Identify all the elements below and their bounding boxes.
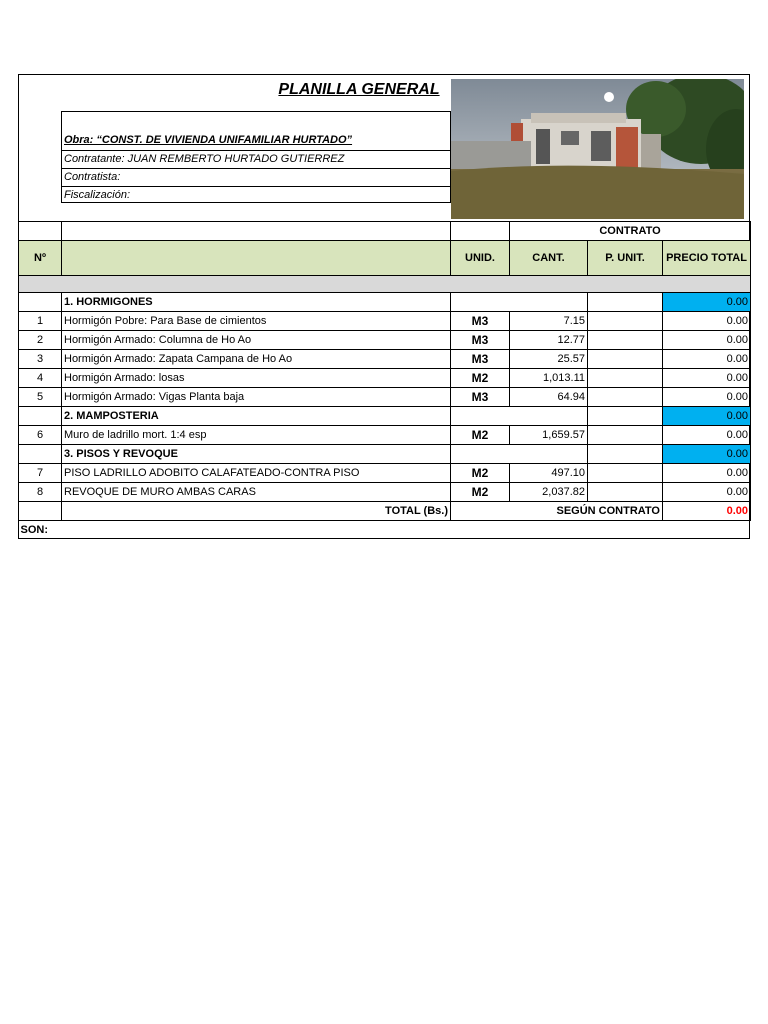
item-number: 1 bbox=[19, 312, 62, 331]
item-quantity: 25.57 bbox=[510, 350, 588, 369]
item-quantity: 497.10 bbox=[510, 464, 588, 483]
item-unit-price bbox=[588, 426, 663, 445]
item-number: 3 bbox=[19, 350, 62, 369]
grand-total: 0.00 bbox=[663, 502, 751, 521]
item-number: 4 bbox=[19, 369, 62, 388]
item-unit-price bbox=[588, 312, 663, 331]
item-quantity: 12.77 bbox=[510, 331, 588, 350]
item-total: 0.00 bbox=[663, 331, 751, 350]
item-description: Hormigón Pobre: Para Base de cimientos bbox=[62, 312, 451, 331]
item-quantity: 2,037.82 bbox=[510, 483, 588, 502]
item-unit-price bbox=[588, 483, 663, 502]
contratante-label: Contratante: JUAN REMBERTO HURTADO GUTIERREZ bbox=[62, 150, 450, 168]
table-row bbox=[19, 369, 751, 388]
item-unit: M2 bbox=[451, 464, 510, 483]
item-number: 2 bbox=[19, 331, 62, 350]
item-unit-price bbox=[588, 388, 663, 407]
item-total: 0.00 bbox=[663, 426, 751, 445]
item-description: PISO LADRILLO ADOBITO CALAFATEADO-CONTRA PISO bbox=[62, 464, 451, 483]
item-number: 8 bbox=[19, 483, 62, 502]
item-number: 7 bbox=[19, 464, 62, 483]
item-unit: M3 bbox=[451, 350, 510, 369]
blank-cell bbox=[451, 222, 510, 241]
total-row bbox=[19, 502, 751, 521]
gray-band-row bbox=[19, 276, 751, 293]
budget-table bbox=[18, 221, 751, 539]
segun-contrato-label: SEGÚN CONTRATO bbox=[451, 502, 663, 521]
son-row bbox=[19, 521, 751, 540]
item-quantity: 1,013.11 bbox=[510, 369, 588, 388]
item-total: 0.00 bbox=[663, 464, 751, 483]
item-total: 0.00 bbox=[663, 312, 751, 331]
contrato-group-header: CONTRATO bbox=[510, 222, 751, 241]
item-unit-price bbox=[588, 464, 663, 483]
table-row bbox=[19, 312, 751, 331]
col-header-quantity: CANT. bbox=[510, 241, 588, 276]
table-row bbox=[19, 388, 751, 407]
section-title: 1. HORMIGONES bbox=[62, 293, 451, 312]
section-row bbox=[19, 293, 751, 312]
obra-label: Obra: “CONST. DE VIVIENDA UNIFAMILIAR HURTADO” bbox=[64, 134, 353, 146]
item-total: 0.00 bbox=[663, 350, 751, 369]
col-header-unit: UNID. bbox=[451, 241, 510, 276]
section-subtotal: 0.00 bbox=[663, 293, 751, 312]
son-label: SON: bbox=[19, 521, 751, 540]
table-row bbox=[19, 331, 751, 350]
section-subtotal: 0.00 bbox=[663, 407, 751, 426]
total-label: TOTAL (Bs.) bbox=[62, 502, 451, 521]
item-total: 0.00 bbox=[663, 388, 751, 407]
item-unit: M3 bbox=[451, 388, 510, 407]
item-description: Hormigón Armado: losas bbox=[62, 369, 451, 388]
section-row bbox=[19, 407, 751, 426]
section-title: 3. PISOS Y REVOQUE bbox=[62, 445, 451, 464]
col-header-description bbox=[62, 241, 451, 276]
fiscalizacion-label: Fiscalización: bbox=[62, 186, 450, 204]
page-title: PLANILLA GENERAL bbox=[278, 81, 440, 98]
construction-photo bbox=[451, 79, 744, 219]
item-description: REVOQUE DE MURO AMBAS CARAS bbox=[62, 483, 451, 502]
col-header-total-price: PRECIO TOTAL bbox=[663, 241, 751, 276]
item-number: 5 bbox=[19, 388, 62, 407]
section-subtotal: 0.00 bbox=[663, 445, 751, 464]
item-unit-price bbox=[588, 331, 663, 350]
item-unit: M3 bbox=[451, 331, 510, 350]
table-row bbox=[19, 350, 751, 369]
planilla-sheet bbox=[18, 74, 750, 539]
item-quantity: 64.94 bbox=[510, 388, 588, 407]
item-quantity: 1,659.57 bbox=[510, 426, 588, 445]
blank-cell bbox=[19, 222, 62, 241]
item-description: Hormigón Armado: Vigas Planta baja bbox=[62, 388, 451, 407]
item-unit: M2 bbox=[451, 426, 510, 445]
col-header-number: Nº bbox=[19, 241, 62, 276]
item-total: 0.00 bbox=[663, 483, 751, 502]
blank-cell bbox=[62, 222, 451, 241]
contratista-label: Contratista: bbox=[62, 168, 450, 186]
item-unit: M2 bbox=[451, 483, 510, 502]
project-info-box bbox=[61, 111, 451, 203]
item-total: 0.00 bbox=[663, 369, 751, 388]
item-description: Hormigón Armado: Zapata Campana de Ho Ao bbox=[62, 350, 451, 369]
item-unit: M3 bbox=[451, 312, 510, 331]
item-unit: M2 bbox=[451, 369, 510, 388]
item-description: Muro de ladrillo mort. 1:4 esp bbox=[62, 426, 451, 445]
col-header-unit-price: P. UNIT. bbox=[588, 241, 663, 276]
item-unit-price bbox=[588, 369, 663, 388]
item-description: Hormigón Armado: Columna de Ho Ao bbox=[62, 331, 451, 350]
item-unit-price bbox=[588, 350, 663, 369]
section-row bbox=[19, 445, 751, 464]
table-row bbox=[19, 426, 751, 445]
item-number: 6 bbox=[19, 426, 62, 445]
section-title: 2. MAMPOSTERIA bbox=[62, 407, 451, 426]
table-row bbox=[19, 464, 751, 483]
table-row bbox=[19, 483, 751, 502]
item-quantity: 7.15 bbox=[510, 312, 588, 331]
